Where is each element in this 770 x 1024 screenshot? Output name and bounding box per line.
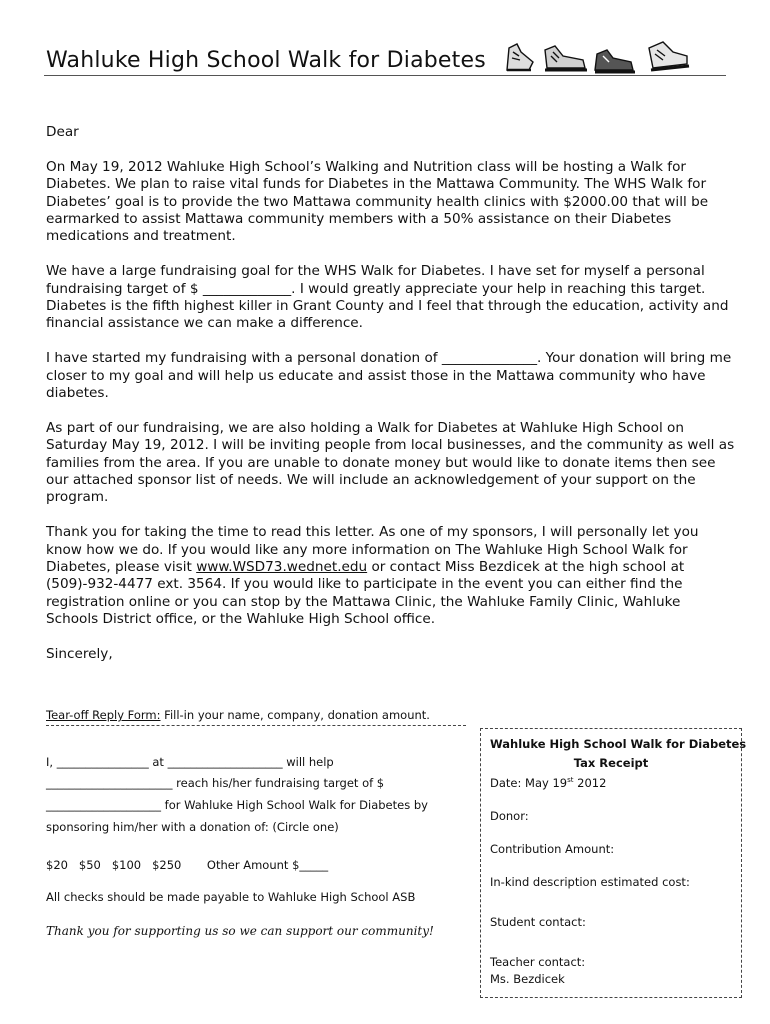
form-line-3: ____________________ for Wahluke High School Walk for Diabetes by [46, 798, 428, 812]
receipt-donor: Donor: [490, 809, 529, 823]
receipt-date [490, 776, 606, 790]
receipt-date-sup: st [567, 776, 574, 785]
form-line-1: I, ________________ at ____________________ will help [46, 755, 334, 769]
tearoff-instruction: Fill-in your name, company, donation amount. [160, 708, 430, 722]
tearoff-label: Tear-off Reply Form: [46, 708, 161, 722]
receipt-teacher: Teacher contact: [490, 955, 586, 969]
receipt-inkind: In-kind description estimated cost: [490, 875, 690, 889]
paragraph-5 [46, 524, 736, 628]
sneaker-icon [595, 50, 635, 72]
checks-note: All checks should be made payable to Wahluke High School ASB [46, 890, 416, 904]
receipt-date-suffix: 2012 [573, 776, 607, 790]
shoe-illustrations [503, 40, 693, 76]
tearoff-header [46, 708, 430, 722]
shoe-icon [507, 44, 533, 70]
receipt-student: Student contact: [490, 915, 586, 929]
thank-you-note: Thank you for supporting us so we can support our community! [46, 924, 434, 938]
paragraph-2: We have a large fundraising goal for the WHS Walk for Diabetes. I have set for myself a personal fundraising target of $ _____________. I would greatly appreciate your help in reaching this target. Diabetes is the fifth highest killer in Grant County and I feel that through the education, activity and financial assistance we can make a difference. [46, 263, 729, 332]
salutation: Dear [46, 124, 79, 140]
receipt-contribution: Contribution Amount: [490, 842, 615, 856]
donation-amounts: $20 $50 $100 $250 Other Amount $_____ [46, 858, 329, 872]
receipt-teacher-name: Ms. Bezdicek [490, 972, 565, 986]
receipt-title: Wahluke High School Walk for Diabetes [490, 737, 747, 751]
receipt-date-prefix: Date: May 19 [490, 776, 568, 790]
form-line-4: sponsoring him/her with a donation of: (Circle one) [46, 820, 339, 834]
paragraph-5-text: Thank you for taking the time to read this letter. As one of my sponsors, I will personally let you know how we do. If you would like any more information on The Wahluke High School Walk for Diabetes, please visit [46, 524, 699, 576]
tax-receipt-box [480, 728, 747, 998]
paragraph-3: I have started my fundraising with a personal donation of ______________. Your donation will bring me closer to my goal and will help us educate and assist those in the Mattawa community who have diabetes. [46, 350, 732, 402]
paragraph-5-text-end: or contact Miss Bezdicek at the high school at (509)-932-4477 ext. 3564. If you would like to participate in the event you can either find the registration online or you can stop by the Mattawa Clinic, the Wahluke Family Clinic, Wahluke Schools District office, or the Wahluke High School office. [46, 559, 685, 628]
sneaker-icon [649, 42, 689, 70]
sneaker-icon [545, 46, 587, 70]
paragraph-1: On May 19, 2012 Wahluke High School’s Walking and Nutrition class will be hosting a Walk for Diabetes. We plan to raise vital funds for Diabetes in the Mattawa Community. The WHS Walk for Diabetes’ goal is to provide the two Mattawa community health clinics with $2000.00 that will be earmarked to assist Mattawa community members with a 50% assistance on their Diabetes medications and treatment. [46, 158, 709, 245]
page-title: Wahluke High School Walk for Diabetes [46, 48, 486, 73]
closing: Sincerely, [46, 646, 113, 663]
receipt-subtitle: Tax Receipt [573, 756, 649, 770]
title-rule [44, 75, 726, 76]
paragraph-4: As part of our fundraising, we are also holding a Walk for Diabetes at Wahluke High School on Saturday May 19, 2012. I will be inviting people from local businesses, and the community as well as families from the area. If you are unable to donate money but would like to donate items then see our attached sponsor list of needs. We will include an acknowledgement of your support on the program. [46, 419, 735, 506]
letter-body [46, 124, 736, 681]
tear-line [46, 725, 466, 726]
website-link[interactable]: www.WSD73.wednet.edu [196, 559, 368, 576]
form-line-2: ______________________ reach his/her fundraising target of $ [46, 776, 385, 790]
